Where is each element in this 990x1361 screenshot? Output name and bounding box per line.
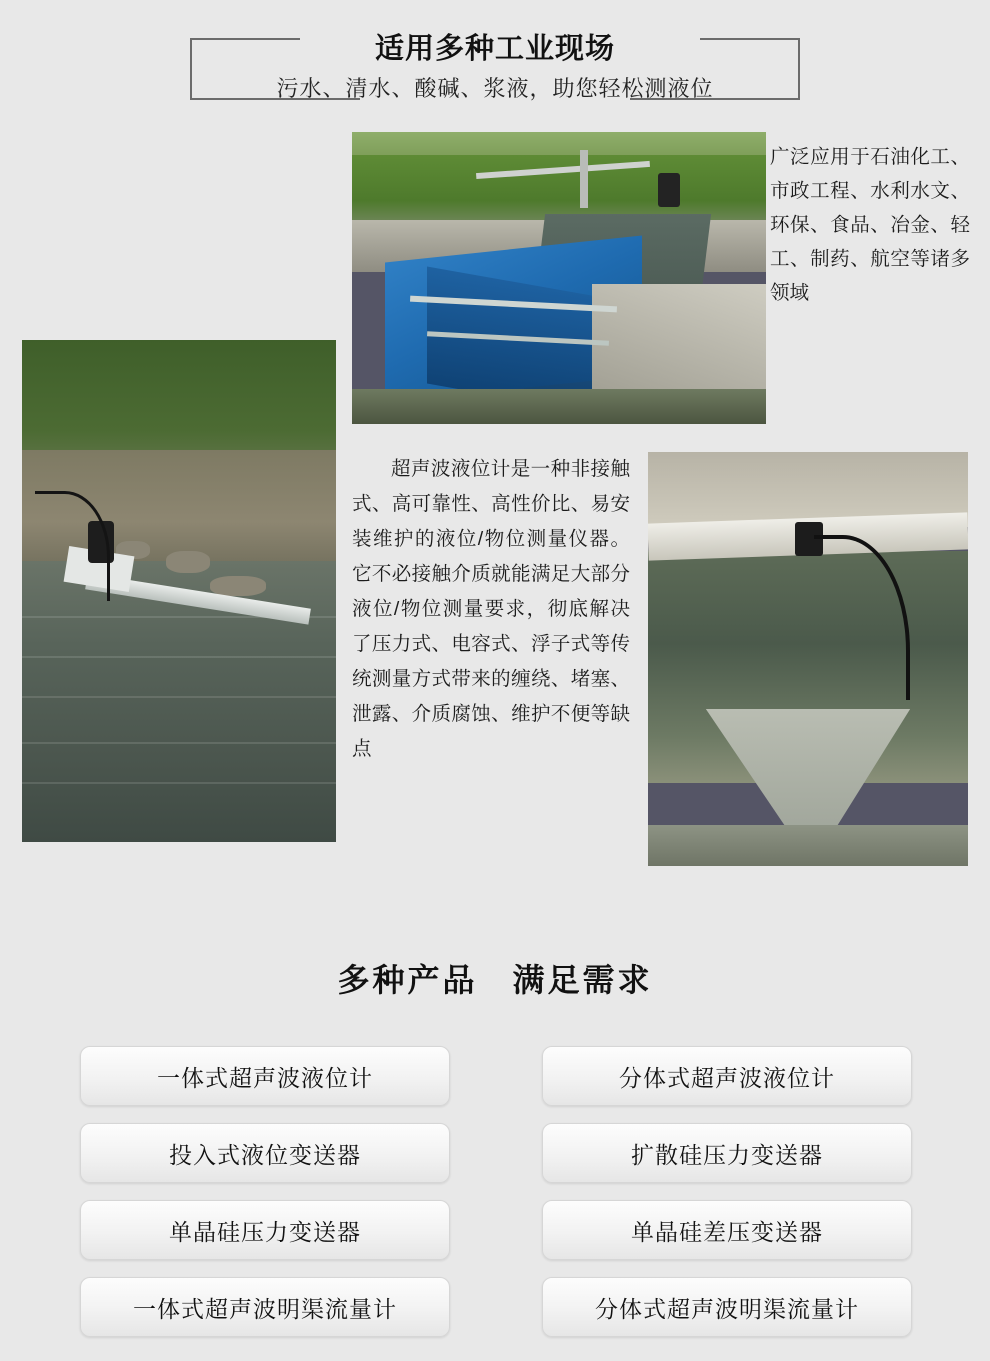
- products-section-title: 多种产品 满足需求: [337, 962, 653, 998]
- canal-photo: [352, 132, 766, 424]
- product-item[interactable]: 扩散硅压力变送器: [542, 1123, 912, 1183]
- product-item[interactable]: 一体式超声波液位计: [80, 1046, 450, 1106]
- product-item[interactable]: 投入式液位变送器: [80, 1123, 450, 1183]
- page-title: 适用多种工业现场: [374, 33, 615, 65]
- application-fields-text: 广泛应用于石油化工、市政工程、水利水文、环保、食品、冶金、轻工、制药、航空等诸多领域: [770, 146, 970, 304]
- product-item[interactable]: 一体式超声波明渠流量计: [80, 1277, 450, 1337]
- river-wave: [22, 742, 336, 744]
- products-grid: [80, 1046, 912, 1337]
- page-header: [0, 0, 990, 118]
- river-rock: [210, 576, 266, 596]
- canal-foreground: [352, 389, 766, 424]
- river-photo: [22, 340, 336, 842]
- river-wave: [22, 656, 336, 658]
- product-item[interactable]: 分体式超声波液位计: [542, 1046, 912, 1106]
- ultrasonic-sensor-icon: [658, 173, 680, 207]
- tank-photo: [648, 452, 968, 866]
- river-wave: [22, 782, 336, 784]
- page-subtitle: 污水、清水、酸碱、浆液，助您轻松测液位: [276, 76, 714, 101]
- product-item[interactable]: 分体式超声波明渠流量计: [542, 1277, 912, 1337]
- river-rock: [166, 551, 210, 573]
- product-description-text: 超声波液位计是一种非接触式、高可靠性、高性价比、易安装维护的液位/物位测量仪器。它不必接触介质就能满足大部分液位/物位测量要求，彻底解决了压力式、电容式、浮子式等传统测量方式带来的缠绕、堵塞、泄露、介质腐蚀、维护不便等缺点: [352, 458, 630, 760]
- river-wave: [22, 696, 336, 698]
- canal-post: [580, 150, 588, 208]
- product-item[interactable]: 单晶硅压力变送器: [80, 1200, 450, 1260]
- tank-floor: [648, 825, 968, 866]
- product-item[interactable]: 单晶硅差压变送器: [542, 1200, 912, 1260]
